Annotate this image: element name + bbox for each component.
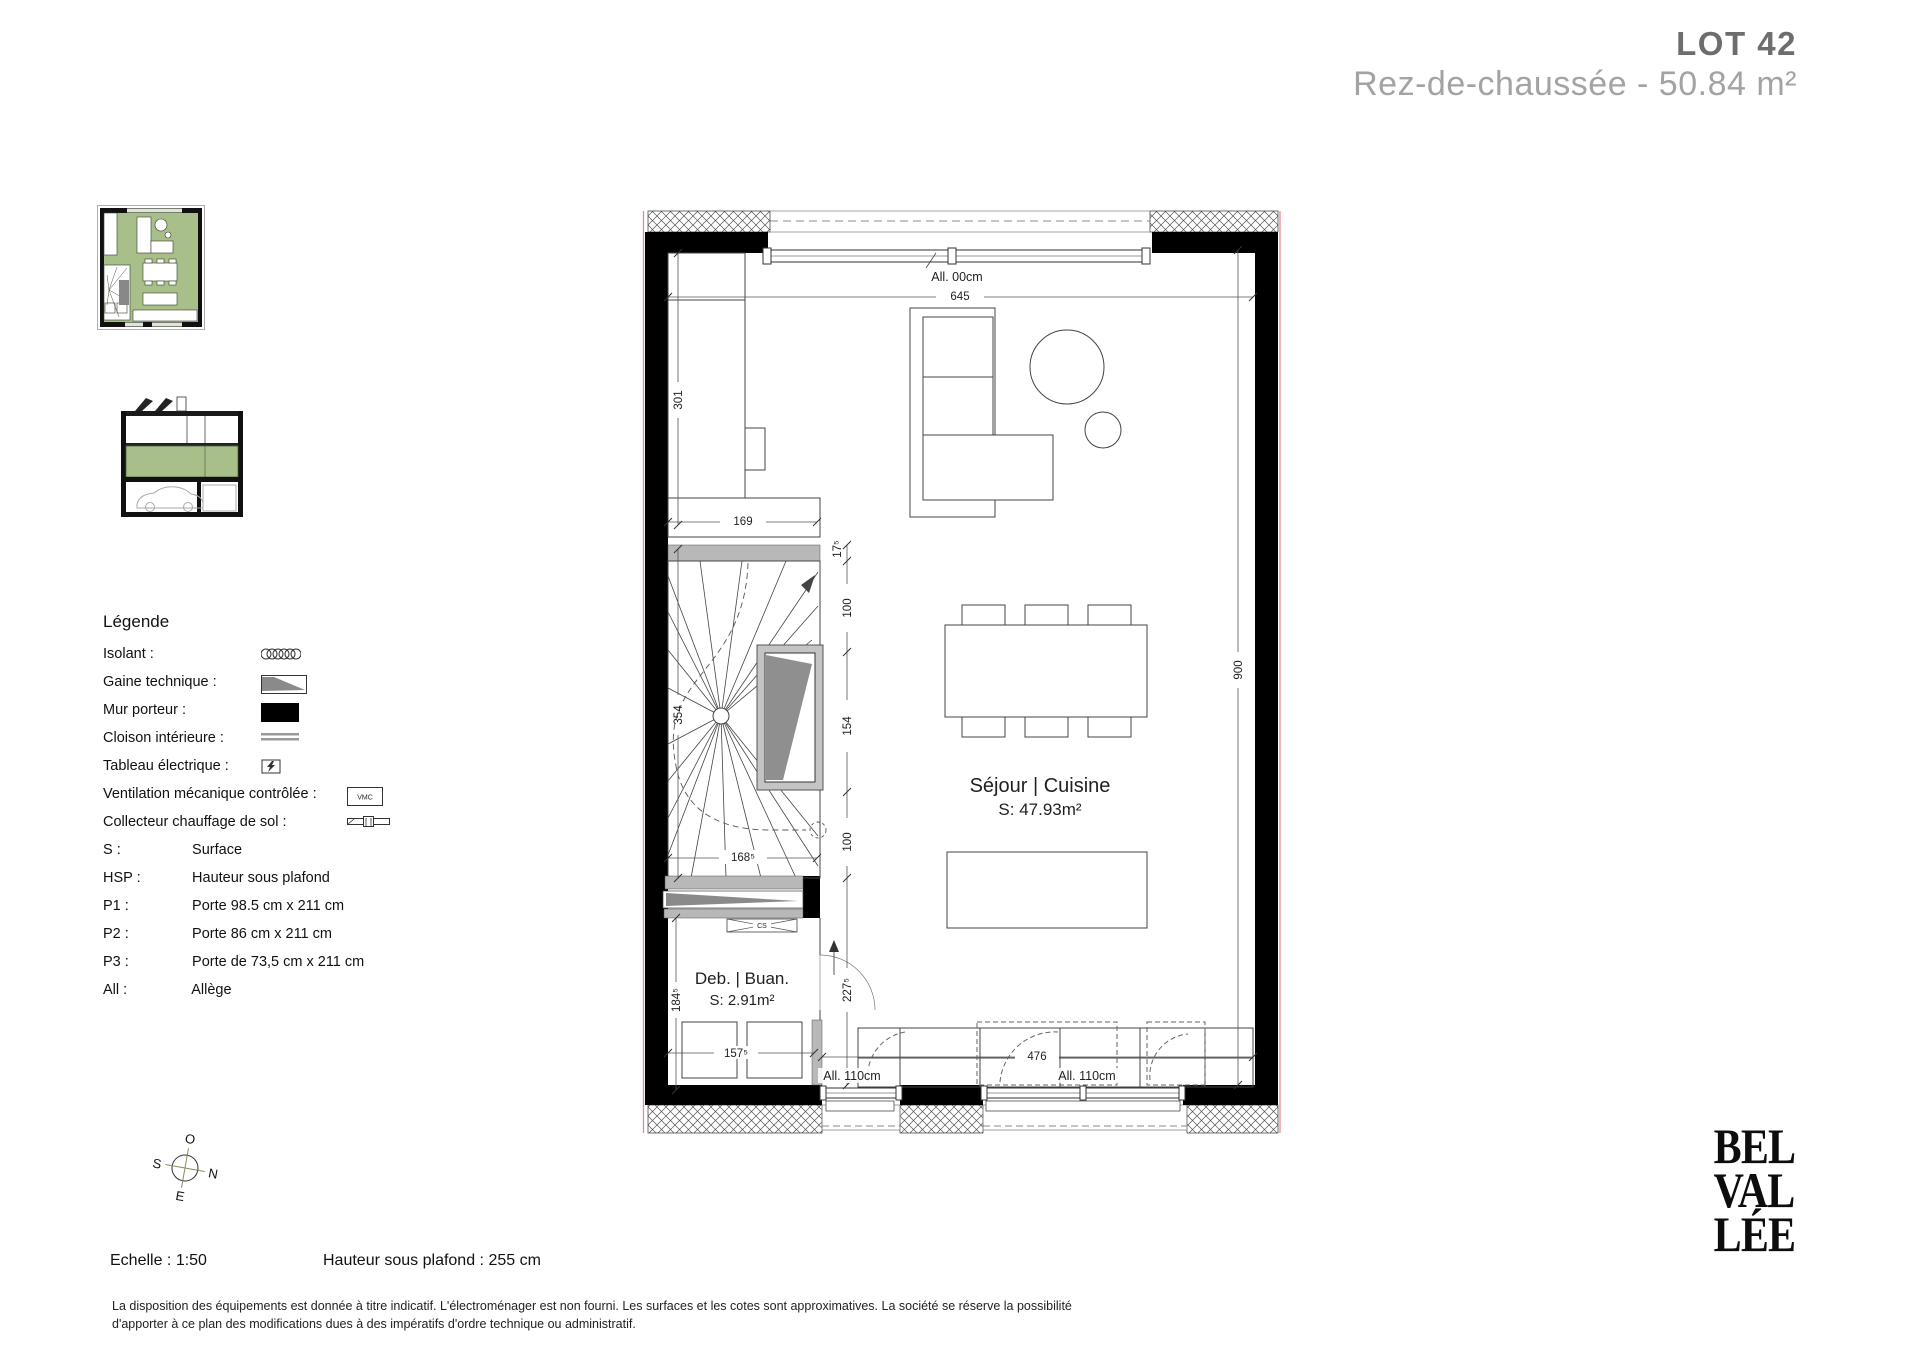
vmc-symbol-icon [347,787,383,810]
floor-heating-collector-symbol-icon [347,815,391,832]
load-bearing-wall-symbol-icon [261,703,299,726]
legend-abbr-surface [103,842,433,870]
stair-void-duct [757,645,823,790]
abbr-meaning: Porte de 73,5 cm x 211 cm [192,954,365,970]
kitchen-island [947,852,1147,928]
legend-item-floor-heating-collector [103,814,433,842]
legend-label: Ventilation mécanique contrôlée : [103,786,317,802]
round-table [1030,330,1104,404]
logo-line: VAL [1713,1162,1795,1218]
legend-item-load-bearing-wall [103,702,433,730]
belvallee-logo [1713,1118,1796,1262]
sill-top-label: All. 00cm [931,270,983,284]
car-icon [137,487,203,512]
building-section-drawing [115,395,250,525]
mini-plan-thumbnail[interactable] [97,205,205,330]
dim-kitchen-front: 476 [1027,1051,1047,1063]
dim-stair-lower: 100 [842,832,854,852]
legend [103,612,433,1010]
abbr-meaning: Hauteur sous plafond [192,870,330,886]
dim-hall-depth: 227⁵ [842,978,854,1002]
bottom-windows [820,1086,1185,1111]
electrical-panel-symbol-icon [261,759,281,778]
abbr: HSP : [103,870,141,886]
legend-abbr-p1 [103,898,433,926]
disclaimer-line-1: La disposition des équipements est donnée à titre indicatif. L'électroménager est non fourni. Les surfaces et les cotes sont approximatives. La société se réserve la possibilité [112,1299,1072,1313]
technical-duct-symbol-icon [261,675,307,698]
stair-newel [713,708,729,724]
lot-number: LOT 42 [1676,25,1797,62]
scale-label: Echelle : 1:50 [110,1252,207,1269]
highlighted-floor [126,446,238,477]
legend-item-insulation [103,646,433,674]
solar-panel-icon [155,398,173,411]
sill-bottom-left-label: All. 110cm [823,1069,881,1083]
legend-label: Isolant : [103,646,154,662]
floor-subtitle: Rez-de-chaussée - 50.84 m² [1353,65,1797,103]
dim-partition: 17⁵ [832,540,844,558]
dim-stair-upper: 100 [842,598,854,618]
abbr: S : [103,842,121,858]
compass-east: E [174,1187,186,1205]
abbr: P2 : [103,926,129,942]
disclaimer [112,1297,1072,1333]
compass-south: S [151,1155,163,1172]
abbr: P1 : [103,898,129,914]
legend-label: Cloison intérieure : [103,730,224,746]
legend-item-partition [103,730,433,758]
logo-line: LÉE [1713,1206,1796,1262]
sliding-door [727,919,797,932]
abbr-meaning: Porte 86 cm x 211 cm [192,926,332,942]
legend-label: Tableau électrique : [103,758,229,774]
compass-rose [145,1125,225,1205]
mini-plan-drawing [97,205,205,330]
dim-counter-height: 301 [673,390,685,410]
legend-abbr-p2 [103,926,433,954]
utility-room-surface: S: 2.91m² [709,992,775,1009]
solar-panel-icon [135,398,153,411]
utility-room-label: Deb. | Buan. [694,969,790,988]
dim-counter-width: 169 [733,516,753,528]
svg-text:VMC: VMC [357,794,373,802]
legend-item-electrical-panel [103,758,433,786]
sill-bottom-right-label: All. 110cm [1058,1069,1116,1083]
dim-interior-depth: 900 [1233,660,1245,680]
dim-utility-width: 157⁵ [724,1048,748,1060]
legend-abbr-all [103,982,433,1010]
title-block [1353,26,1797,104]
dim-total-width: 645 [950,291,970,303]
legend-label: Gaine technique : [103,674,217,690]
compass-west: O [183,1130,197,1148]
legend-item-vmc [103,786,433,814]
dining-table [945,605,1147,737]
ceiling-height-label: Hauteur sous plafond : 255 cm [323,1252,541,1269]
insulation-symbol-icon [261,647,301,666]
dim-stair-height: 354 [673,705,685,725]
living-room-surface: S: 47.93m² [998,800,1082,819]
legend-label: Mur porteur : [103,702,186,718]
legend-item-technical-duct [103,674,433,702]
abbr: All : [103,982,128,998]
abbr-meaning: Porte 98.5 cm x 211 cm [192,898,345,914]
floor-plan-drawing [600,180,1300,1150]
dim-utility-depth: 184⁵ [671,988,683,1012]
legend-abbr-p3 [103,954,433,982]
abbr-meaning: Allège [191,982,232,998]
legend-abbr-hsp [103,870,433,898]
abbr: P3 : [103,954,129,970]
small-round-table [1085,412,1121,448]
compass-north: N [207,1165,220,1182]
disclaimer-line-2: d'apporter à ce plan des modifications dues à des impératifs d'ordre technique ou administratif. [112,1317,636,1331]
logo-line: BEL [1713,1118,1796,1174]
door-code-label: CS [757,923,767,930]
building-section-thumbnail[interactable] [115,395,250,525]
legend-label: Collecteur chauffage de sol : [103,814,287,830]
technical-duct-band [663,876,803,918]
dim-stair-void: 154 [842,716,854,736]
living-room-label: Séjour | Cuisine [969,775,1111,797]
abbr-meaning: Surface [192,842,243,858]
partition-symbol-icon [261,731,299,747]
dim-stair-width: 168⁵ [731,852,755,864]
legend-title: Légende [103,612,170,631]
